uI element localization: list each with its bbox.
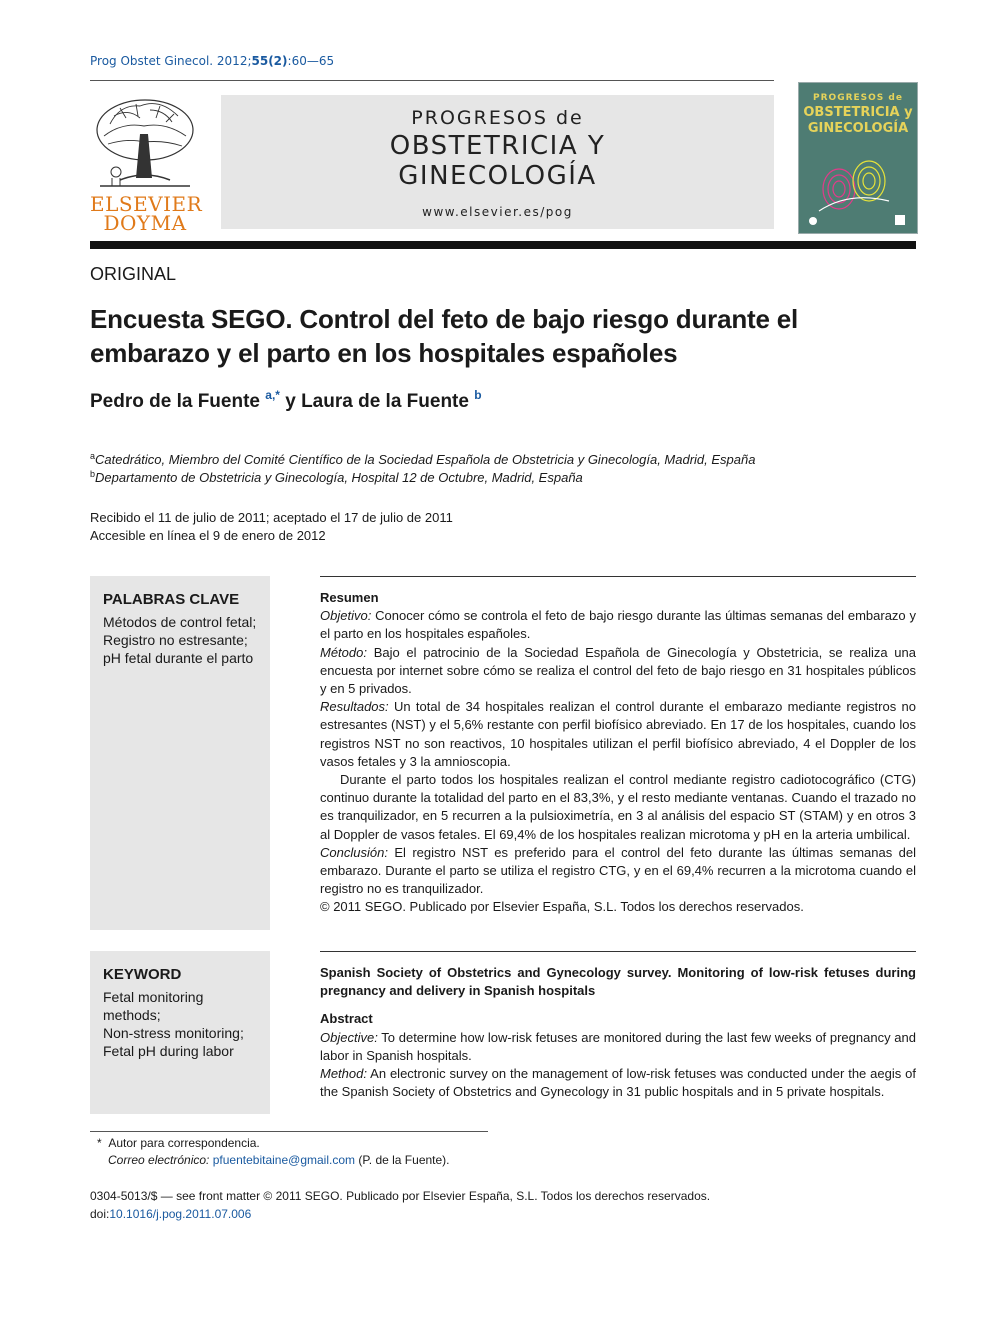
email-label: Correo electrónico: <box>108 1153 210 1167</box>
publisher-name-line2: DOYMA <box>103 211 187 235</box>
resumen-resultados-2: Durante el parto todos los hospitales realizan el control mediante registro cadiotocográfico (CTG) continuo durante la totalidad del parto en el 83,3%, y el resto mediante ventanas. Cuando el trazado no es tranquilizador, en 5 recurren a la pulsioximetría, en 3 al análisis del espacio ST (STAM) y en otros 3 al Doppler de vasos fetales. El 69,4% de los hospitales realizan microtoma y pH en la arteria umbilical. <box>320 772 916 842</box>
elsevier-logo <box>90 94 203 235</box>
issn-line: 0304-5013/$ — see front matter © 2011 SEGO. Publicado por Elsevier España, S.L. Todos los derechos reservados. <box>90 1189 711 1203</box>
journal-banner <box>221 95 774 229</box>
resultados-label: Resultados: <box>320 699 389 715</box>
email-suffix: (P. de la Fuente). <box>355 1153 450 1167</box>
banner-line1: PROGRESOS de <box>411 107 584 129</box>
author-joiner: y <box>279 391 302 412</box>
affiliation-b-marker: b <box>90 469 96 479</box>
resumen-heading: Resumen <box>320 590 379 605</box>
keyword-item: Fetal monitoring methods; <box>103 989 204 1023</box>
keywords-es-box <box>90 576 270 930</box>
resultados-text: Un total de 34 hospitales realizan el control durante el embarazo mediante registros no estresantes (NST) y el 5,6% restante con perfil biofísico abreviado. En 17 de los hospitales, cuando los registros NST no son reactivos, 10 hospitales utilizan el perfil biofísico abreviado, 4 el Doppler de los vasos fetales y 3 la amnioscopia. <box>320 699 916 769</box>
affiliation-a-text: Catedrático, Miembro del Comité Científico de la Sociedad Española de Obstetricia y Ginecología, Madrid, España <box>95 452 756 467</box>
cover-line1: PROGRESOS de <box>813 93 903 103</box>
publisher-name-line1: ELSEVIER <box>90 192 203 216</box>
keywords-es-list <box>103 613 263 667</box>
objetivo-text: Conocer cómo se controla el feto de bajo riesgo durante las últimas semanas del embarazo y el parto en los hospitales españoles. <box>320 608 916 642</box>
affiliation-a <box>90 451 755 467</box>
affiliation-b <box>90 469 583 485</box>
tree-icon <box>90 94 200 190</box>
author-list <box>90 388 482 413</box>
keywords-es-heading: PALABRAS CLAVE <box>103 591 240 608</box>
objective-label: Objective: <box>320 1029 378 1045</box>
email-note <box>108 1153 450 1167</box>
doi-line <box>90 1207 251 1221</box>
abstract-method <box>320 1065 916 1101</box>
resumen-block <box>320 589 916 917</box>
keyword-item: Registro no estresante; <box>103 632 248 648</box>
citation-volume: 55(2) <box>251 54 288 68</box>
author-1-affiliation-link[interactable]: a,* <box>265 388 280 402</box>
objective-text: To determine how low-risk fetuses are monitored during the last few weeks of pregnancy and labor in Spanish hospitals. <box>320 1029 916 1063</box>
citation-journal: Prog Obstet Ginecol. 2012; <box>90 54 252 68</box>
banner-line3: GINECOLOGÍA <box>398 161 597 191</box>
journal-citation <box>90 54 334 68</box>
cover-line3: GINECOLOGÍA <box>807 121 909 136</box>
footnote-star: * <box>97 1136 102 1150</box>
resumen-metodo <box>320 644 916 699</box>
citation-pages: :60—65 <box>287 54 335 68</box>
banner-line2: OBSTETRICIA Y <box>389 131 606 161</box>
metodo-label: Método: <box>320 644 367 660</box>
abstract-top-rule <box>320 951 916 952</box>
header-rule <box>90 80 774 81</box>
affiliation-a-marker: a <box>90 451 96 461</box>
journal-cover <box>798 82 918 234</box>
conclusion-label: Conclusión: <box>320 844 388 860</box>
keywords-en-box <box>90 951 270 1114</box>
article-title: Encuesta SEGO. Control del feto de bajo riesgo durante el embarazo y el parto en los hospitales españoles <box>90 304 799 368</box>
corresponding-text: Autor para correspondencia. <box>108 1136 260 1150</box>
keywords-en-list <box>103 988 263 1060</box>
metodo-text: Bajo el patrocinio de la Sociedad Española de Ginecología y Obstetricia, se realiza una encuesta por internet sobre cómo se realiza el control del feto de bajo riesgo en 31 hospitales públicos y en 5 privados. <box>320 644 916 697</box>
cover-line2: OBSTETRICIA y <box>803 105 913 120</box>
resumen-top-rule <box>320 576 916 577</box>
resumen-objetivo <box>320 607 916 643</box>
online-date: Accesible en línea el 9 de enero de 2012 <box>90 528 326 543</box>
corresponding-author-note <box>97 1136 260 1150</box>
doi-label: doi: <box>90 1207 110 1221</box>
author-2: Laura de la Fuente <box>301 391 469 412</box>
abstract-objective <box>320 1029 916 1065</box>
keywords-en-heading: KEYWORD <box>103 966 182 983</box>
english-title: Spanish Society of Obstetrics and Gynecology survey. Monitoring of low-risk fetuses during pregnancy and delivery in Spanish hospitals <box>320 965 916 999</box>
resumen-resultados <box>320 698 916 771</box>
keyword-item: pH fetal durante el parto <box>103 650 254 666</box>
section-label: ORIGINAL <box>90 264 177 284</box>
method-label: Method: <box>320 1066 367 1082</box>
affiliation-b-text: Departamento de Obstetricia y Ginecología, Hospital 12 de Octubre, Madrid, España <box>95 470 583 485</box>
journal-url[interactable]: www.elsevier.es/pog <box>422 205 573 219</box>
doi-link[interactable]: 10.1016/j.pog.2011.07.006 <box>109 1207 252 1221</box>
footnote-rule <box>90 1131 488 1132</box>
author-2-affiliation-link[interactable]: b <box>474 388 482 402</box>
keyword-item: Non-stress monitoring; <box>103 1025 244 1041</box>
received-date: Recibido el 11 de julio de 2011; aceptado el 17 de julio de 2011 <box>90 510 453 525</box>
author-1: Pedro de la Fuente <box>90 391 260 412</box>
header-thick-rule <box>90 241 916 249</box>
resumen-copyright: © 2011 SEGO. Publicado por Elsevier España, S.L. Todos los derechos reservados. <box>320 899 804 915</box>
cover-illustration-icon <box>799 141 917 234</box>
objetivo-label: Objetivo: <box>320 608 372 624</box>
conclusion-text: El registro NST es preferido para el control del feto durante las últimas semanas del embarazo. Durante el parto se utiliza el registro CTG, y en el 69,4% recurren a la microtoma cuando el registro no es tranquilizador. <box>320 844 916 897</box>
resumen-conclusion <box>320 844 916 899</box>
email-link[interactable]: pfuentebitaine@gmail.com <box>212 1153 355 1167</box>
method-text: An electronic survey on the management of low-risk fetuses was conducted under the aegis of the Spanish Society of Obstetrics and Gynecology in 31 public hospitals and in 5 private hospitals. <box>320 1066 916 1100</box>
keyword-item: Fetal pH during labor <box>103 1043 234 1059</box>
abstract-block <box>320 964 916 1101</box>
abstract-heading: Abstract <box>320 1011 373 1027</box>
keyword-item: Métodos de control fetal; <box>103 614 257 630</box>
